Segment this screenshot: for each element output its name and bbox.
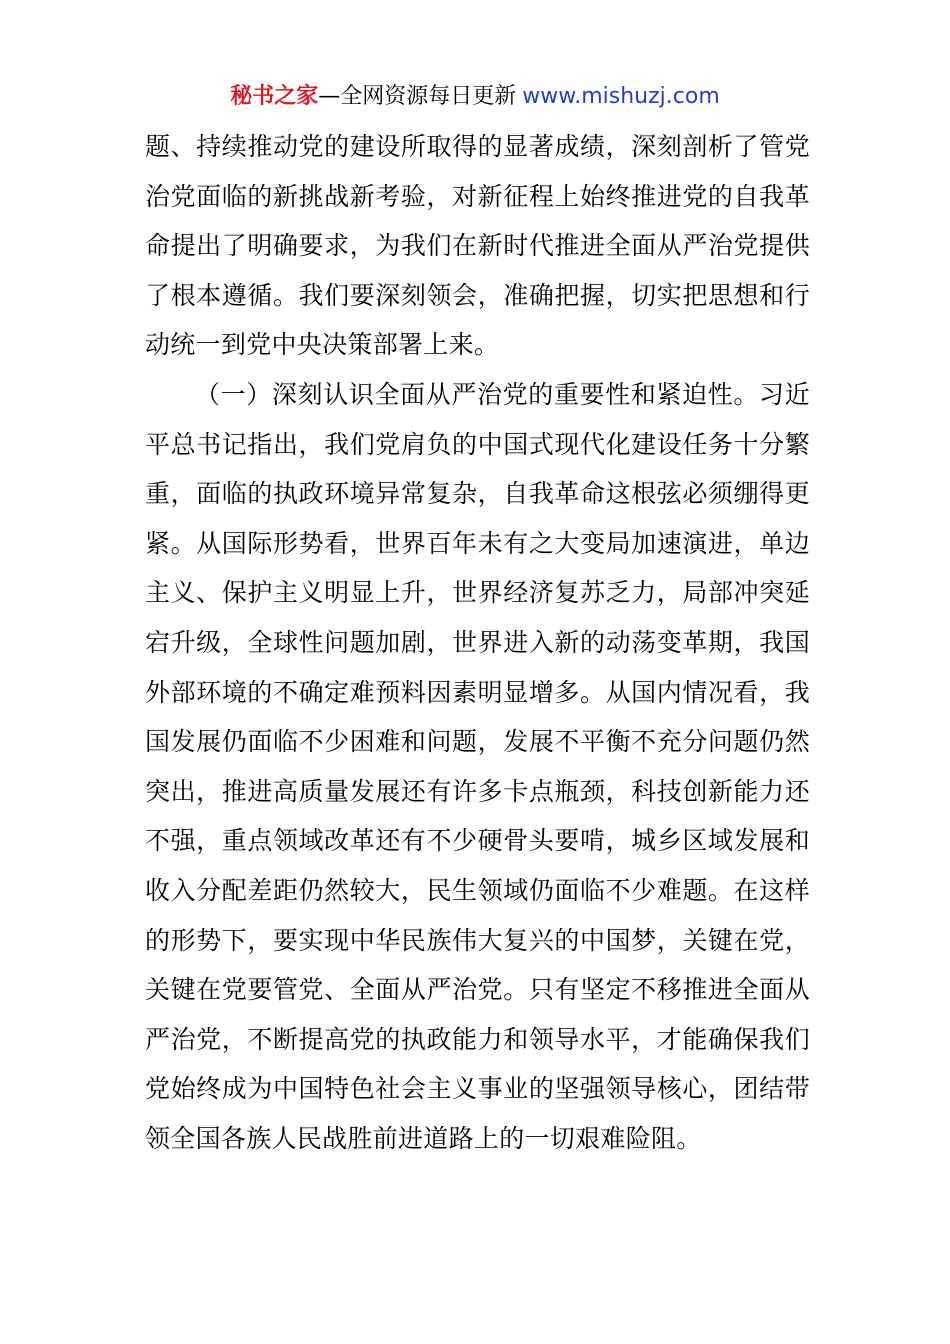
site-url-link[interactable]: www.mishuzj.com bbox=[522, 84, 720, 109]
paragraph-continued: 题、持续推动党的建设所取得的显著成绩，深刻剖析了管党治党面临的新挑战新考验，对新征程上始终推进党的自我革命提出了明确要求，为我们在新时代推进全面从严治党提供了根本遵循。我们要深刻领会，准确把握，切实把思想和行动统一到党中央决策部署上来。 bbox=[145, 132, 810, 360]
site-brand: 秘书之家 bbox=[230, 84, 319, 109]
document-body bbox=[145, 122, 810, 1163]
site-header bbox=[0, 80, 950, 114]
paragraph-section-one: （一）深刻认识全面从严治党的重要性和紧迫性。习近平总书记指出，我们党肩负的中国式现代化建设任务十分繁重，面临的执政环境异常复杂，自我革命这根弦必须绷得更紧。从国际形势看，世界百年未有之大变局加速演进，单边主义、保护主义明显上升，世界经济复苏乏力，局部冲突延宕升级，全球性问题加剧，世界进入新的动荡变革期，我国外部环境的不确定难预料因素明显增多。从国内情况看，我国发展仍面临不少困难和问题，发展不平衡不充分问题仍然突出，推进高质量发展还有许多卡点瓶颈，科技创新能力还不强，重点领域改革还有不少硬骨头要啃，城乡区域发展和收入分配差距仍然较大，民生领域仍面临不少难题。在这样的形势下，要实现中华民族伟大复兴的中国梦，关键在党，关键在党要管党、全面从严治党。只有坚定不移推进全面从严治党，不断提高党的执政能力和领导水平，才能确保我们党始终成为中国特色社会主义事业的坚强领导核心，团结带领全国各族人民战胜前进道路上的一切艰难险阻。 bbox=[145, 379, 810, 1153]
site-tagline: —全网资源每日更新 bbox=[318, 84, 517, 109]
